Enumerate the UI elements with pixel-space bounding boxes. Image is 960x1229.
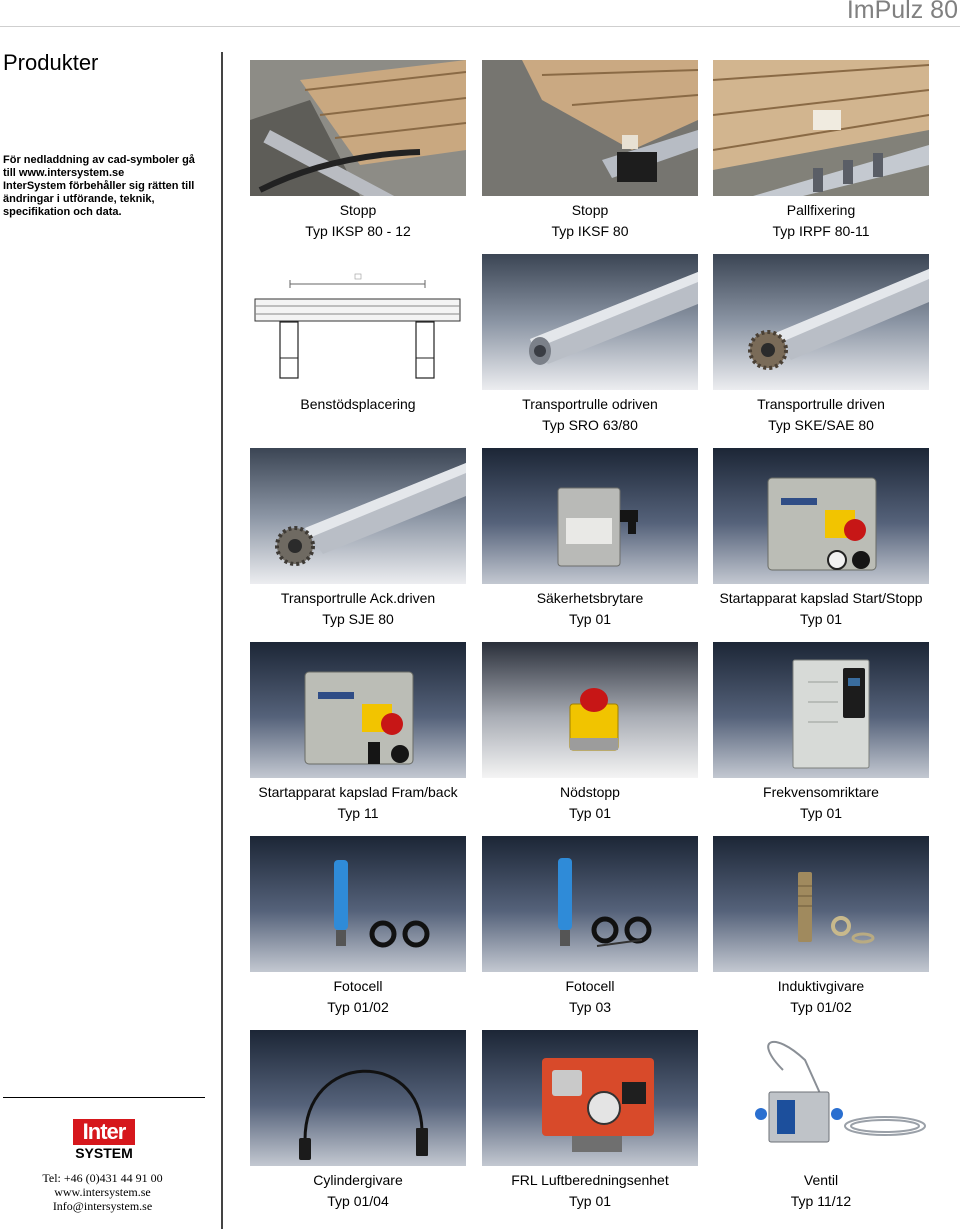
product-photo-ventil — [713, 1030, 929, 1166]
product-photo-transportrulle-ackdriven — [250, 448, 466, 584]
product-photo-frekvensomriktare — [713, 642, 929, 778]
product-photo-stopp-iksf — [482, 60, 698, 196]
logo-text-bottom: SYSTEM — [75, 1145, 133, 1161]
product-name: Pallfixering — [786, 202, 856, 218]
product-type: Typ 01 — [568, 805, 612, 821]
notice-line: ändringar i utförande, teknik, — [3, 193, 155, 205]
contact-phone: Tel: +46 (0)431 44 91 00 — [42, 1171, 163, 1185]
product-photo-transportrulle-driven — [713, 254, 929, 390]
product-name: Fotocell — [333, 978, 383, 994]
product-photo-cylindergivare — [250, 1030, 466, 1166]
notice-line: För nedladdning av cad-symboler gå — [3, 154, 195, 166]
product-type: Typ 11 — [337, 805, 379, 821]
notice-line: InterSystem förbehåller sig rätten till — [3, 180, 195, 192]
product-photo-startapparat-startstopp — [713, 448, 929, 584]
product-photo-pallfixering — [713, 60, 929, 196]
product-photo-nodstopp — [482, 642, 698, 778]
product-name: Transportrulle driven — [757, 396, 885, 412]
product-name: Transportrulle Ack.driven — [280, 590, 436, 606]
product-name: Startapparat kapslad Start/Stopp — [719, 590, 923, 606]
product-name: Startapparat kapslad Fram/back — [258, 784, 458, 800]
product-name: Fotocell — [565, 978, 615, 994]
product-photo-transportrulle-odriven — [482, 254, 698, 390]
product-type: Typ SRO 63/80 — [542, 417, 638, 433]
footer-divider — [3, 1097, 205, 1098]
product-name: Säkerhetsbrytare — [536, 590, 644, 606]
product-type: Typ SJE 80 — [322, 611, 394, 627]
product-name: Nödstopp — [560, 784, 620, 800]
product-name: Stopp — [339, 202, 377, 218]
product-type: Typ 01/04 — [327, 1193, 389, 1209]
contact-email[interactable]: Info@intersystem.se — [52, 1199, 153, 1213]
product-name: Cylindergivare — [313, 1172, 403, 1188]
product-photo-sakerhetsbrytare — [482, 448, 698, 584]
product-type: Typ IKSF 80 — [551, 223, 629, 239]
product-type: Typ 11/12 — [790, 1193, 852, 1209]
product-type: Typ 03 — [568, 999, 612, 1015]
download-notice — [3, 154, 208, 219]
product-photo-fotocell-03 — [482, 836, 698, 972]
product-type: Typ 01 — [568, 1193, 612, 1209]
notice-line: specifikation och data. — [3, 206, 122, 218]
product-type: Typ IRPF 80-11 — [772, 223, 870, 239]
product-type: Typ 01 — [799, 611, 843, 627]
product-photo-induktivgivare — [713, 836, 929, 972]
product-drawing-benstodsplacering — [250, 254, 466, 390]
product-name: Benstödsplacering — [300, 396, 416, 412]
product-photo-frl-luftberedningsenhet — [482, 1030, 698, 1166]
product-photo-fotocell-0102 — [250, 836, 466, 972]
product-name: Induktivgivare — [777, 978, 865, 994]
brand-title: ImPulz 80 — [846, 0, 958, 24]
product-name: Ventil — [803, 1172, 839, 1188]
product-photo-startapparat-framback — [250, 642, 466, 778]
product-type: Typ 01 — [568, 611, 612, 627]
contact-info — [0, 1171, 205, 1213]
product-photo-stopp-iksp — [250, 60, 466, 196]
product-type: Typ 01/02 — [790, 999, 852, 1015]
header-divider — [0, 26, 960, 27]
product-name: Transportrulle odriven — [522, 396, 658, 412]
product-type: Typ 01 — [799, 805, 843, 821]
product-name: Stopp — [571, 202, 609, 218]
product-type: Typ 01/02 — [327, 999, 389, 1015]
contact-web[interactable]: www.intersystem.se — [54, 1185, 151, 1199]
product-type: Typ SKE/SAE 80 — [768, 417, 874, 433]
column-divider — [221, 52, 223, 1229]
product-name: Frekvensomriktare — [763, 784, 879, 800]
notice-line: till www.intersystem.se — [3, 167, 125, 179]
product-name: FRL Luftberedningsenhet — [511, 1172, 669, 1188]
page-title: Produkter — [3, 50, 99, 75]
product-type: Typ IKSP 80 - 12 — [305, 223, 411, 239]
logo-text-top: Inter — [73, 1119, 135, 1145]
intersystem-logo — [73, 1119, 135, 1161]
